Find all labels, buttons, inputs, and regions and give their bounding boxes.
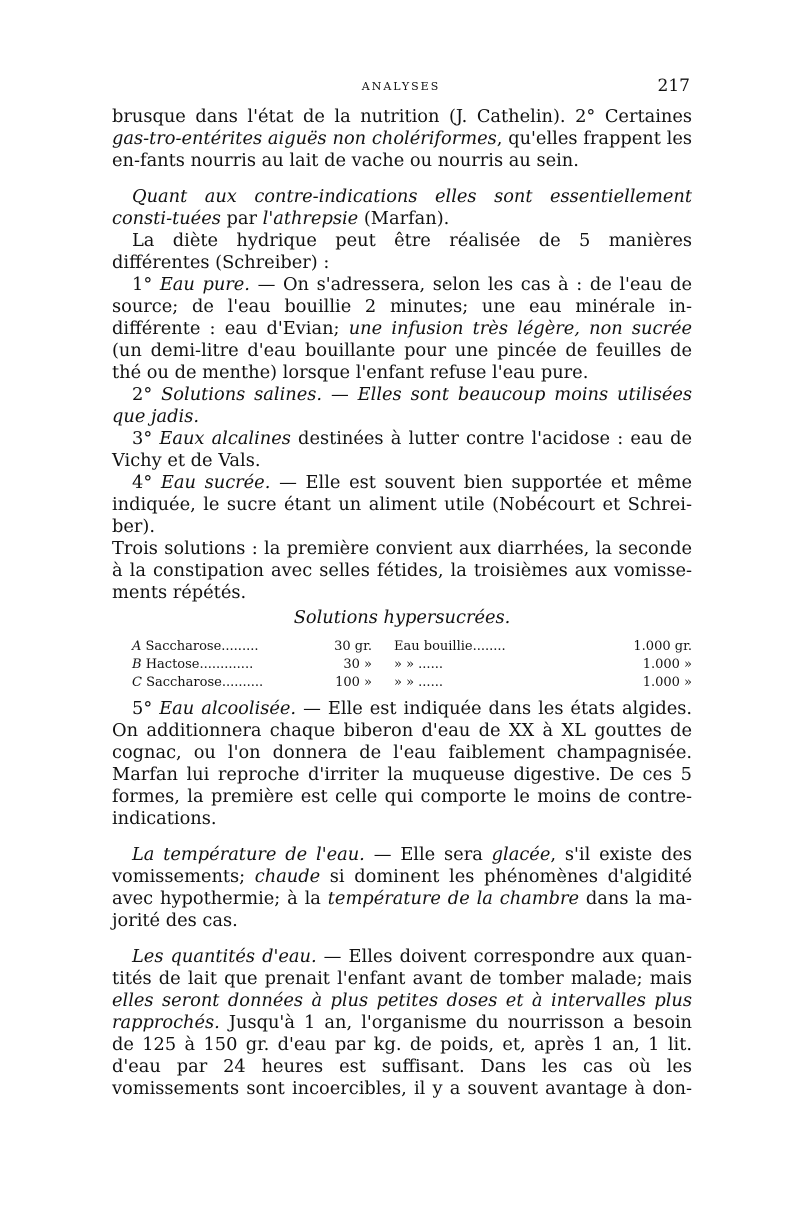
italic-run: température de la chambre (327, 888, 580, 909)
paragraph-diete-hydrique: La diète hydrique peut être réalisée de 5 manières différentes (Schreiber) : (112, 230, 692, 273)
italic-run: une infusion très légère, non sucrée (348, 318, 692, 339)
solution-letter: A (132, 639, 142, 654)
text-run: — Elle est souvent bien supportée et même indiquée, le sucre étant un aliment utile (Nobécourt et Schrei-ber). (112, 472, 693, 537)
item-number: 4° (132, 472, 161, 493)
paragraph-eau-alcoolisee (112, 698, 692, 830)
text-run: — Elles doivent correspondre aux quan-tités de lait que prenait l'enfant avant de tomber malade; mais (112, 946, 692, 989)
page-body (112, 106, 692, 1100)
solution-dose: 30 gr. (334, 639, 372, 654)
italic-run: glacée (491, 844, 551, 865)
text-run: — Elle est indiquée dans les états algides. On additionnera chaque biberon d'eau de XX à XL gouttes de cognac, ou l'on donnera de l'eau faiblement champagnisée. Marfan lui reproche d'irriter la muqueuse digestive. De ces 5 formes, la première est celle qui comporte le moins de contre-indications. (112, 698, 692, 829)
solution-water: » » ...... (394, 657, 443, 672)
paragraph-gastro-enterites (112, 106, 692, 172)
solution-letter: C (132, 675, 142, 690)
page-header (112, 76, 690, 98)
italic-run: Elles sont beaucoup moins utilisées que jadis. (112, 384, 693, 427)
text-run: (Marfan). (358, 208, 450, 229)
solution-dose: 30 » (343, 657, 372, 672)
solution-name-cell (112, 674, 302, 692)
text-run: , s'il existe des vomissements; (112, 844, 693, 887)
solution-water: » » ...... (394, 675, 443, 690)
text-run: par (220, 208, 263, 229)
paragraph-temperature (112, 844, 692, 932)
item-number: 5° (132, 698, 160, 719)
item-label: Eau sucrée. (160, 472, 271, 493)
solution-name-cell (112, 638, 302, 656)
solution-name: Saccharose.......... (146, 675, 264, 690)
paragraph-solutions-salines (112, 384, 692, 428)
paragraph-quantites (112, 946, 692, 1100)
solution-volume: 1.000 » (642, 675, 692, 690)
solution-dose: 100 » (335, 675, 372, 690)
item-number: 2° (132, 384, 162, 405)
table-row (112, 638, 692, 656)
solution-name: Hactose............. (145, 657, 254, 672)
text-run: si dominent les phénomènes d'algidité avec hypothermie; à la (112, 866, 692, 909)
text-run: Jusqu'à 1 an, l'organisme du nourrisson a besoin de 125 à 150 gr. d'eau par kg. de poids, et, après 1 an, 1 lit. d'eau par 24 heures est suffisant. Dans les cas où les vomissements sont incoercibles, il y a souvent avantage à don- (112, 1012, 692, 1099)
item-label: Eau pure. (159, 274, 250, 295)
text-run: destinées à lutter contre l'acidose : eau de Vichy et de Vals. (112, 428, 692, 471)
table-title-text: Solutions hypersucrées. (293, 607, 511, 628)
solution-volume: 1.000 » (642, 657, 692, 672)
item-label: Solutions salines. (161, 384, 323, 405)
italic-run: elles seront données à plus petites doses et à intervalles plus rapprochés. (112, 990, 692, 1033)
page-number: 217 (657, 76, 690, 96)
item-label: Les quantités d'eau. (132, 946, 317, 967)
solution-volume: 1.000 gr. (633, 639, 692, 654)
italic-run: l'athrepsie (262, 208, 359, 229)
italic-run: chaude (254, 866, 321, 887)
text-run: , qu'elles frappent les en-fants nourris au lait de vache ou nourris au sein. (112, 128, 692, 171)
solution-water: Eau bouillie........ (394, 639, 506, 654)
paragraph-trois-solutions: Trois solutions : la première convient aux diarrhées, la seconde à la constipation avec selles fétides, la troisièmes aux vomisse-ments répétés. (112, 538, 692, 603)
solution-letter: B (132, 657, 142, 672)
paragraph-eau-sucree (112, 472, 692, 538)
item-number: 3° (132, 428, 160, 449)
text-run: brusque dans l'état de la nutrition (J. Cathelin). 2° Certaines (112, 106, 692, 127)
italic-run: gas-tro-entérites aiguës non cholériformes (112, 128, 497, 149)
item-number: 1° (132, 274, 160, 295)
solution-name: Saccharose......... (145, 639, 259, 654)
table-title (112, 607, 692, 629)
running-head: ANALYSES (361, 80, 441, 93)
text-run: — On s'adressera, selon les cas à : de l'eau de source; de l'eau bouillie 2 minutes; une eau minérale in-différente : eau d'Evian; (112, 274, 692, 339)
paragraph-eau-pure (112, 274, 692, 384)
item-label: La température de l'eau. (132, 844, 365, 865)
text-run: (un demi-litre d'eau bouillante pour une pincée de feuilles de thé ou de menthe) lorsque l'enfant refuse l'eau pure. (112, 340, 692, 383)
text-run: — (322, 384, 358, 405)
paragraph-contre-indications (112, 186, 692, 230)
text-run: dans la ma-jorité des cas. (112, 888, 692, 931)
paragraph-eaux-alcalines (112, 428, 692, 472)
item-label: Eau alcoolisée. (159, 698, 297, 719)
table-row (112, 656, 692, 674)
item-label: Eaux alcalines (159, 428, 291, 449)
text-run: — Elle sera (364, 844, 492, 865)
italic-run: Quant aux contre-indications elles sont essentiellement consti-tuées (112, 186, 692, 229)
solutions-table (112, 638, 692, 692)
solution-name-cell (112, 656, 302, 674)
table-row (112, 674, 692, 692)
